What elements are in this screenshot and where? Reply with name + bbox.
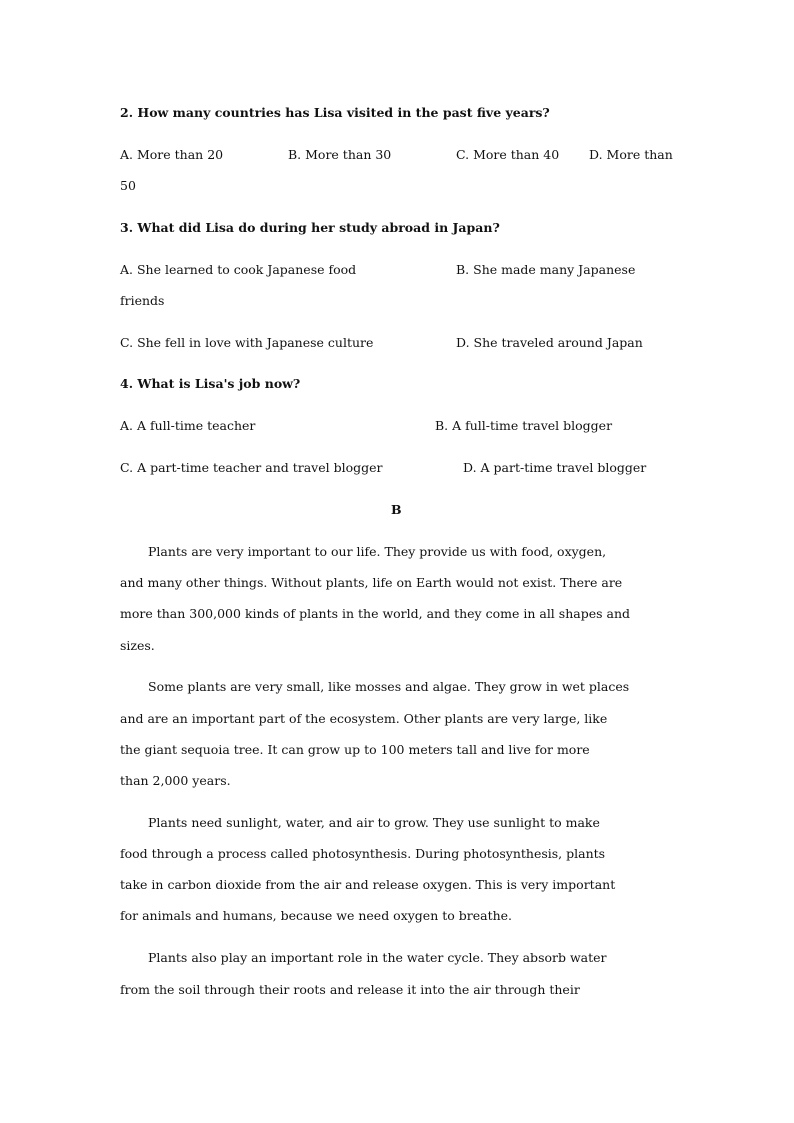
paragraph-1-line-3: more than 300,000 kinds of plants in the world, and they come in all shapes and — [120, 606, 630, 621]
paragraph-3-line-2: food through a process called photosynthesis. During photosynthesis, plants — [120, 846, 606, 861]
question-4-option-a: A. A full-time teacher — [120, 418, 256, 433]
question-2-stem: 2. How many countries has Lisa visited in the past five years? — [120, 105, 550, 120]
question-4-option-c: C. A part-time teacher and travel blogger — [120, 460, 383, 475]
question-3-option-d: D. She traveled around Japan — [456, 335, 643, 350]
paragraph-1-line-4: sizes. — [120, 638, 155, 653]
paragraph-3-line-4: for animals and humans, because we need oxygen to breathe. — [120, 908, 513, 923]
paragraph-4-line-2: from the soil through their roots and release it into the air through their — [120, 982, 580, 997]
paragraph-3-line-3: take in carbon dioxide from the air and release oxygen. This is very important — [120, 877, 616, 892]
question-3-option-a: A. She learned to cook Japanese food — [120, 262, 357, 277]
question-2-option-d-wrap: 50 — [120, 178, 136, 193]
question-3-stem: 3. What did Lisa do during her study abroad in Japan? — [120, 220, 500, 235]
question-2-option-a: A. More than 20 — [120, 147, 224, 162]
paragraph-2-line-3: the giant sequoia tree. It can grow up to 100 meters tall and live for more — [120, 742, 590, 757]
paragraph-3-line-1: Plants need sunlight, water, and air to grow. They use sunlight to make — [148, 815, 600, 830]
section-b-heading: B — [391, 502, 402, 517]
question-2-option-b: B. More than 30 — [288, 147, 392, 162]
paragraph-2-line-2: and are an important part of the ecosystem. Other plants are very large, like — [120, 711, 608, 726]
paragraph-1-line-1: Plants are very important to our life. They provide us with food, oxygen, — [148, 544, 607, 559]
paragraph-2-line-1: Some plants are very small, like mosses and algae. They grow in wet places — [148, 679, 630, 694]
question-4-stem: 4. What is Lisa's job now? — [120, 376, 301, 391]
paragraph-1-line-2: and many other things. Without plants, life on Earth would not exist. There are — [120, 575, 623, 590]
question-3-option-b-wrap: friends — [120, 293, 165, 308]
question-4-option-b: B. A full-time travel blogger — [435, 418, 613, 433]
paragraph-4-line-1: Plants also play an important role in the water cycle. They absorb water — [148, 950, 607, 965]
paragraph-2-line-4: than 2,000 years. — [120, 773, 231, 788]
question-4-option-d: D. A part-time travel blogger — [463, 460, 647, 475]
question-2-option-d: D. More than — [589, 147, 673, 162]
question-3-option-b: B. She made many Japanese — [456, 262, 636, 277]
question-2-option-c: C. More than 40 — [456, 147, 560, 162]
question-3-option-c: C. She fell in love with Japanese culture — [120, 335, 374, 350]
